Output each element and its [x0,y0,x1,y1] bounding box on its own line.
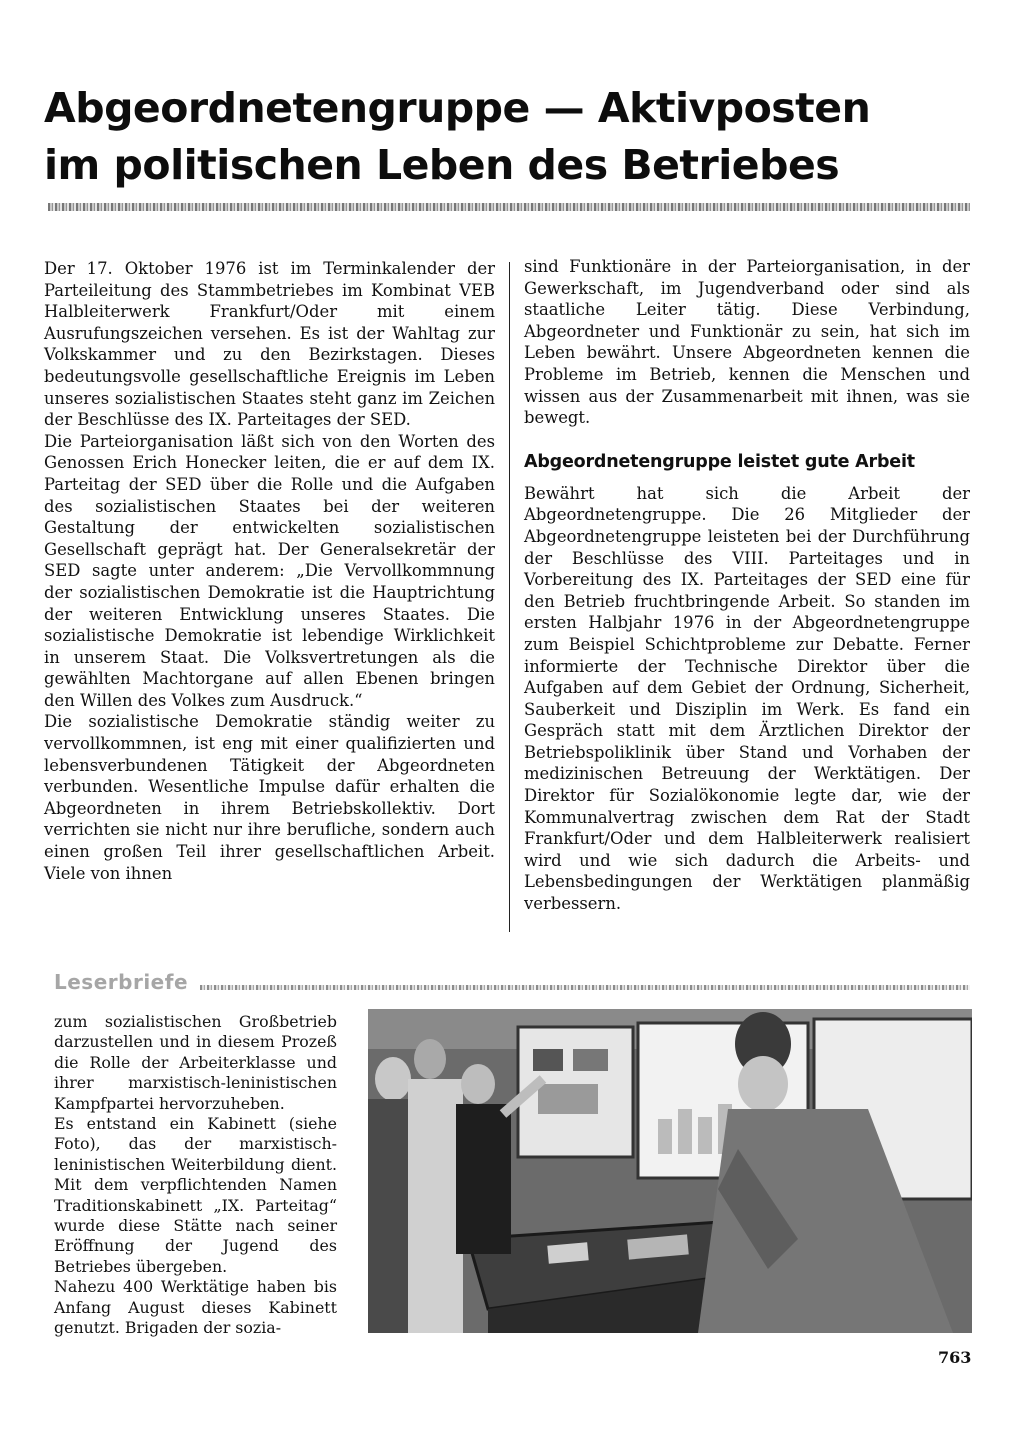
exhibition-photo [368,1009,972,1333]
title-line-1: Abgeordnetengruppe — Aktivposten [44,84,871,132]
paragraph: sind Funktionäre in der Parteiorganisation, in der Gewerkschaft, im Jugendverband oder sind als staatliche Leiter tätig. Diese Verbindung, Abgeordneter und Funktionär zu sein, hat sich im Leben bewährt. Unsere Abgeordneten kennen die Probleme im Betrieb, kennen die Menschen und wissen aus der Zusammenarbeit mit ihnen, was sie bewegt. [524,257,970,428]
right-column [524,256,970,915]
section-label: Leserbriefe [54,970,189,994]
letters-column [54,1012,337,1339]
paragraph: zum sozialistischen Großbetrieb darzustellen und in diesem Prozeß die Rolle der Arbeiterklasse und ihrer marxistisch-leninistischen Kampfpartei hervorzuheben. [54,1012,337,1113]
article-title [44,80,974,194]
paragraph: Es entstand ein Kabinett (siehe Foto), das der marxistisch-leninistischen Weiterbildung dient. Mit dem verpflichtenden Namen Traditionskabinett „IX. Parteitag“ wurde diese Stätte nach seiner Eröffnung der Jugend des Betriebes übergeben. [54,1114,337,1276]
paragraph: Der 17. Oktober 1976 ist im Terminkalender der Parteileitung des Stammbetriebes im Kombinat VEB Halbleiterwerk Frankfurt/Oder mit einem Ausrufungszeichen versehen. Es ist der Wahltag zur Volkskammer und zu den Bezirkstagen. Dieses bedeutungsvolle gesellschaftliche Ereignis im Leben unseres sozialistischen Staates steht ganz im Zeichen der Beschlüsse des IX. Parteitages der SED. [44,259,495,430]
section-rule [200,985,970,990]
paragraph: Die Parteiorganisation läßt sich von den Worten des Genossen Erich Honecker leiten, die er auf dem IX. Parteitag der SED über die Rolle und die Aufgaben des sozialistischen Staates bei der weiteren Gestaltung der entwickelten sozialistischen Gesellschaft geprägt hat. Der Generalsekretär der SED sagte unter anderem: „Die Vervollkommnung der sozialistischen Demokratie ist die Hauptrichtung der weiteren Entwicklung unseres Staates. Die sozialistische Demokratie ist lebendige Wirklichkeit in unserem Staat. Die Volksvertretungen als die gewählten Machtorgane auf allen Ebenen bringen den Willen des Volkes zum Ausdruck.“ [44,431,495,710]
title-rule [48,203,970,211]
page-number: 763 [938,1348,972,1367]
title-line-2: im politischen Leben des Betriebes [44,141,840,189]
paragraph: Bewährt hat sich die Arbeit der Abgeordnetengruppe. Die 26 Mitglieder der Abgeordnetengruppe leisteten bei der Durchführung der Beschlüsse des VIII. Parteitages und in Vorbereitung des IX. Parteitages der SED eine für den Betrieb fruchtbringende Arbeit. So standen im ersten Halbjahr 1976 in der Abgeordnetengruppe zum Beispiel Schichtprobleme zur Debatte. Ferner informierte der Technische Direktor über die Aufgaben auf dem Gebiet der Ordnung, Sicherheit, Sauberkeit und Disziplin im Werk. Es fand ein Gespräch statt mit dem Ärztlichen Direktor der Betriebspoliklinik über Stand und Vorhaben der medizinischen Betreuung der Werktätigen. Der Direktor für Sozialökonomie legte dar, wie der Kommunalvertrag zwischen dem Rat der Stadt Frankfurt/Oder und dem Halbleiterwerk realisiert wird und wie sich dadurch die Arbeits- und Lebensbedingungen der Werktätigen planmäßig verbessern. [524,483,970,914]
subheading: Abgeordnetengruppe leistet gute Arbeit [524,451,915,472]
left-column [44,258,495,884]
paragraph: Nahezu 400 Werktätige haben bis Anfang August dieses Kabinett genutzt. Brigaden der sozia- [54,1277,337,1338]
paragraph: Die sozialistische Demokratie ständig weiter zu vervollkommnen, ist eng mit einer qualifizierten und lebensverbundenen Tätigkeit der Abgeordneten verbunden. Wesentliche Impulse dafür erhalten die Abgeordneten in ihrem Betriebskollektiv. Dort verrichten sie nicht nur ihre berufliche, sondern auch einen großen Teil ihrer gesellschaftlichen Arbeit. Viele von ihnen [44,712,495,883]
column-divider [509,262,510,932]
